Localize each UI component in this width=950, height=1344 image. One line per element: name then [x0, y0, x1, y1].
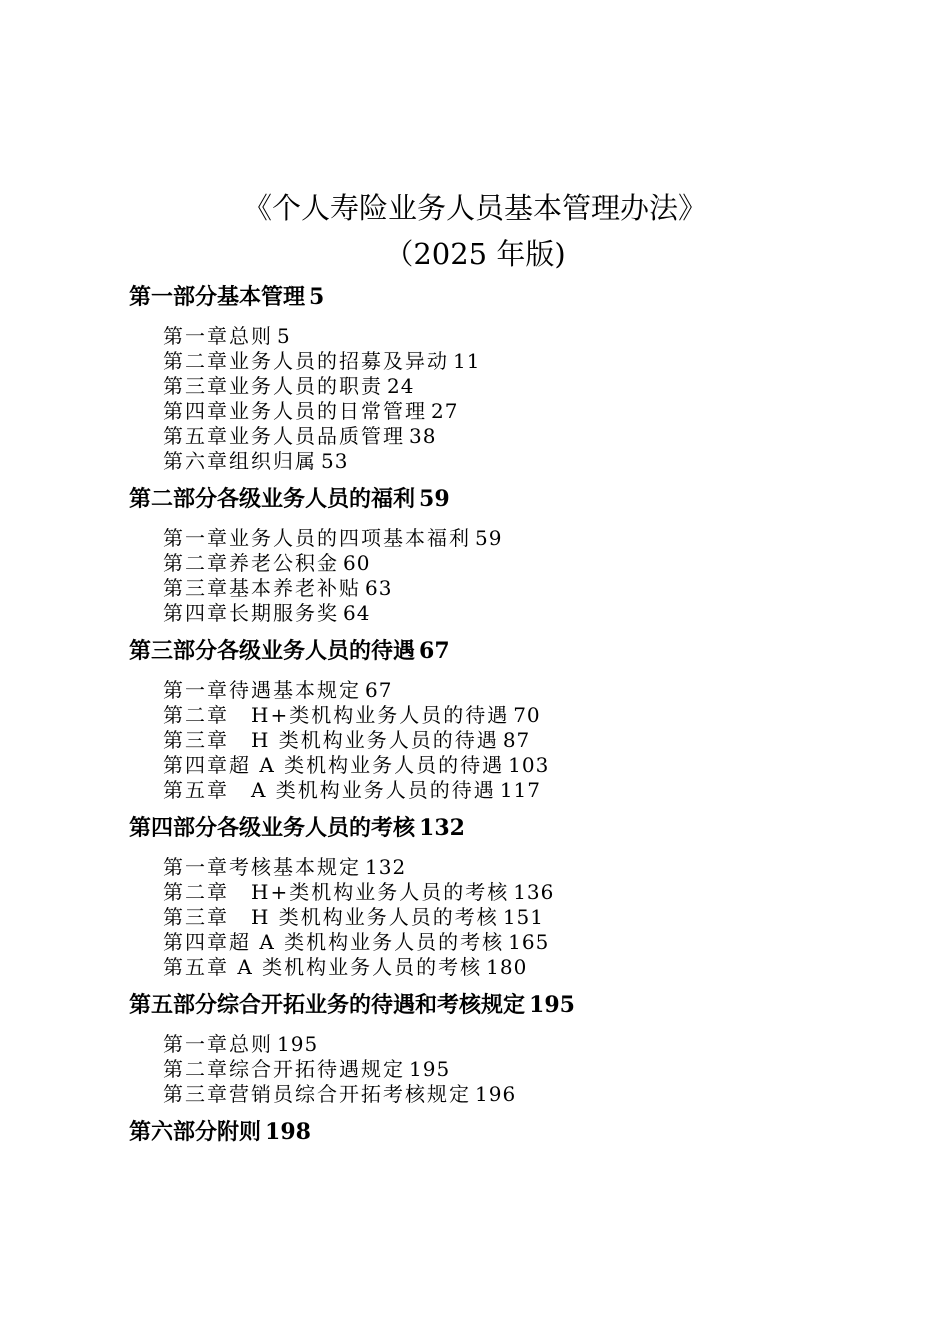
toc-chapter-page-number: 59	[475, 526, 503, 550]
toc-chapter-page-number: 132	[365, 855, 407, 879]
toc-chapter-page-number: 151	[502, 905, 544, 929]
toc-part-label: 第三部分各级业务人员的待遇	[129, 638, 416, 664]
toc-chapter-label: 第六章组织归属	[163, 449, 317, 473]
toc-chapter-label: 第五章 A 类机构业务人员的考核	[163, 955, 483, 979]
toc-part-page-number: 67	[419, 638, 450, 664]
toc-part-page-number: 132	[419, 815, 465, 841]
document-title: 《个人寿险业务人员基本管理办法》	[242, 191, 707, 225]
toc-chapter-entry[interactable]	[129, 449, 889, 474]
toc-chapter-label: 第一章业务人员的四项基本福利	[163, 526, 471, 550]
toc-chapter-entry[interactable]	[129, 1082, 889, 1107]
toc-chapter-entry[interactable]	[129, 905, 889, 930]
toc-part	[129, 1117, 889, 1147]
toc-chapter-page-number: 60	[343, 551, 371, 575]
toc-chapter-page-number: 195	[409, 1057, 451, 1081]
toc-part-page-number: 198	[265, 1119, 311, 1145]
toc-chapter-entry[interactable]	[129, 703, 889, 728]
toc-chapter-entry[interactable]	[129, 324, 889, 349]
toc-chapter-entry[interactable]	[129, 678, 889, 703]
toc-chapter-entry[interactable]	[129, 1057, 889, 1082]
toc-chapter-page-number: 165	[508, 930, 550, 954]
toc-chapter-label: 第二章 H+类机构业务人员的考核	[163, 880, 510, 904]
toc-part-label: 第一部分基本管理	[129, 284, 306, 310]
toc-part-title[interactable]	[129, 813, 889, 843]
toc-part-label: 第四部分各级业务人员的考核	[129, 815, 416, 841]
toc-chapter-label: 第四章长期服务奖	[163, 601, 339, 625]
toc-chapter-label: 第一章总则	[163, 1032, 273, 1056]
toc-chapter-entry[interactable]	[129, 374, 889, 399]
toc-chapter-page-number: 117	[499, 778, 541, 802]
toc-part-title[interactable]	[129, 1117, 889, 1147]
toc-chapter-page-number: 67	[365, 678, 393, 702]
toc-chapter-entry[interactable]	[129, 880, 889, 905]
toc-chapter-page-number: 103	[508, 753, 550, 777]
toc-chapter-label: 第二章综合开拓待遇规定	[163, 1057, 405, 1081]
toc-chapter-label: 第五章业务人员品质管理	[163, 424, 405, 448]
toc-chapter-page-number: 5	[277, 324, 291, 348]
toc-chapter-label: 第二章养老公积金	[163, 551, 339, 575]
toc-part	[129, 990, 889, 1107]
toc-chapter-label: 第二章 H+类机构业务人员的待遇	[163, 703, 510, 727]
toc-part	[129, 282, 889, 474]
toc-part	[129, 813, 889, 980]
toc-chapter-entry[interactable]	[129, 399, 889, 424]
toc-chapter-entry[interactable]	[129, 753, 889, 778]
toc-part	[129, 636, 889, 803]
toc-part-title[interactable]	[129, 484, 889, 514]
toc-chapter-label: 第一章待遇基本规定	[163, 678, 361, 702]
toc-chapter-page-number: 87	[502, 728, 531, 752]
toc-part	[129, 484, 889, 626]
toc-chapter-label: 第四章超 A 类机构业务人员的考核	[163, 930, 505, 954]
toc-chapter-label: 第二章业务人员的招募及异动	[163, 349, 449, 373]
toc-part-page-number: 5	[309, 284, 325, 310]
toc-chapter-label: 第四章业务人员的日常管理	[163, 399, 427, 423]
toc-part-label: 第五部分综合开拓业务的待遇和考核规定	[129, 992, 526, 1018]
toc-chapter-entry[interactable]	[129, 576, 889, 601]
toc-chapter-entry[interactable]	[129, 955, 889, 980]
toc-chapter-page-number: 27	[431, 399, 459, 423]
toc-chapter-entry[interactable]	[129, 1032, 889, 1057]
toc-chapter-entry[interactable]	[129, 778, 889, 803]
toc-part-title[interactable]	[129, 636, 889, 666]
toc-chapter-entry[interactable]	[129, 551, 889, 576]
toc-chapter-label: 第三章业务人员的职责	[163, 374, 383, 398]
toc-part-page-number: 59	[419, 486, 450, 512]
toc-part-label: 第二部分各级业务人员的福利	[129, 486, 416, 512]
toc-chapter-entry[interactable]	[129, 601, 889, 626]
toc-chapter-page-number: 195	[277, 1032, 319, 1056]
toc-chapter-page-number: 38	[409, 424, 437, 448]
toc-chapter-page-number: 24	[387, 374, 415, 398]
toc-chapter-page-number: 70	[513, 703, 541, 727]
toc-chapter-page-number: 180	[486, 955, 528, 979]
toc-chapter-page-number: 53	[321, 449, 349, 473]
document-subtitle: （2025 年版)	[384, 237, 566, 271]
toc-chapter-page-number: 63	[365, 576, 393, 600]
toc-chapter-label: 第三章基本养老补贴	[163, 576, 361, 600]
toc-chapter-page-number: 196	[475, 1082, 517, 1106]
toc-chapter-entry[interactable]	[129, 855, 889, 880]
toc-chapter-label: 第一章考核基本规定	[163, 855, 361, 879]
toc-chapter-label: 第三章营销员综合开拓考核规定	[163, 1082, 471, 1106]
toc-chapter-page-number: 64	[343, 601, 371, 625]
table-of-contents	[129, 282, 889, 1159]
toc-chapter-entry[interactable]	[129, 349, 889, 374]
toc-chapter-label: 第一章总则	[163, 324, 273, 348]
toc-part-title[interactable]	[129, 282, 889, 312]
toc-chapter-label: 第四章超 A 类机构业务人员的待遇	[163, 753, 505, 777]
toc-chapter-label: 第三章 H 类机构业务人员的考核	[163, 905, 499, 929]
toc-chapter-entry[interactable]	[129, 930, 889, 955]
toc-chapter-label: 第五章 A 类机构业务人员的待遇	[163, 778, 496, 802]
toc-part-page-number: 195	[529, 992, 575, 1018]
toc-chapter-label: 第三章 H 类机构业务人员的待遇	[163, 728, 499, 752]
toc-chapter-entry[interactable]	[129, 424, 889, 449]
toc-part-label: 第六部分附则	[129, 1119, 262, 1145]
toc-chapter-entry[interactable]	[129, 526, 889, 551]
toc-part-title[interactable]	[129, 990, 889, 1020]
toc-chapter-page-number: 11	[453, 349, 481, 373]
toc-chapter-entry[interactable]	[129, 728, 889, 753]
toc-chapter-page-number: 136	[513, 880, 555, 904]
